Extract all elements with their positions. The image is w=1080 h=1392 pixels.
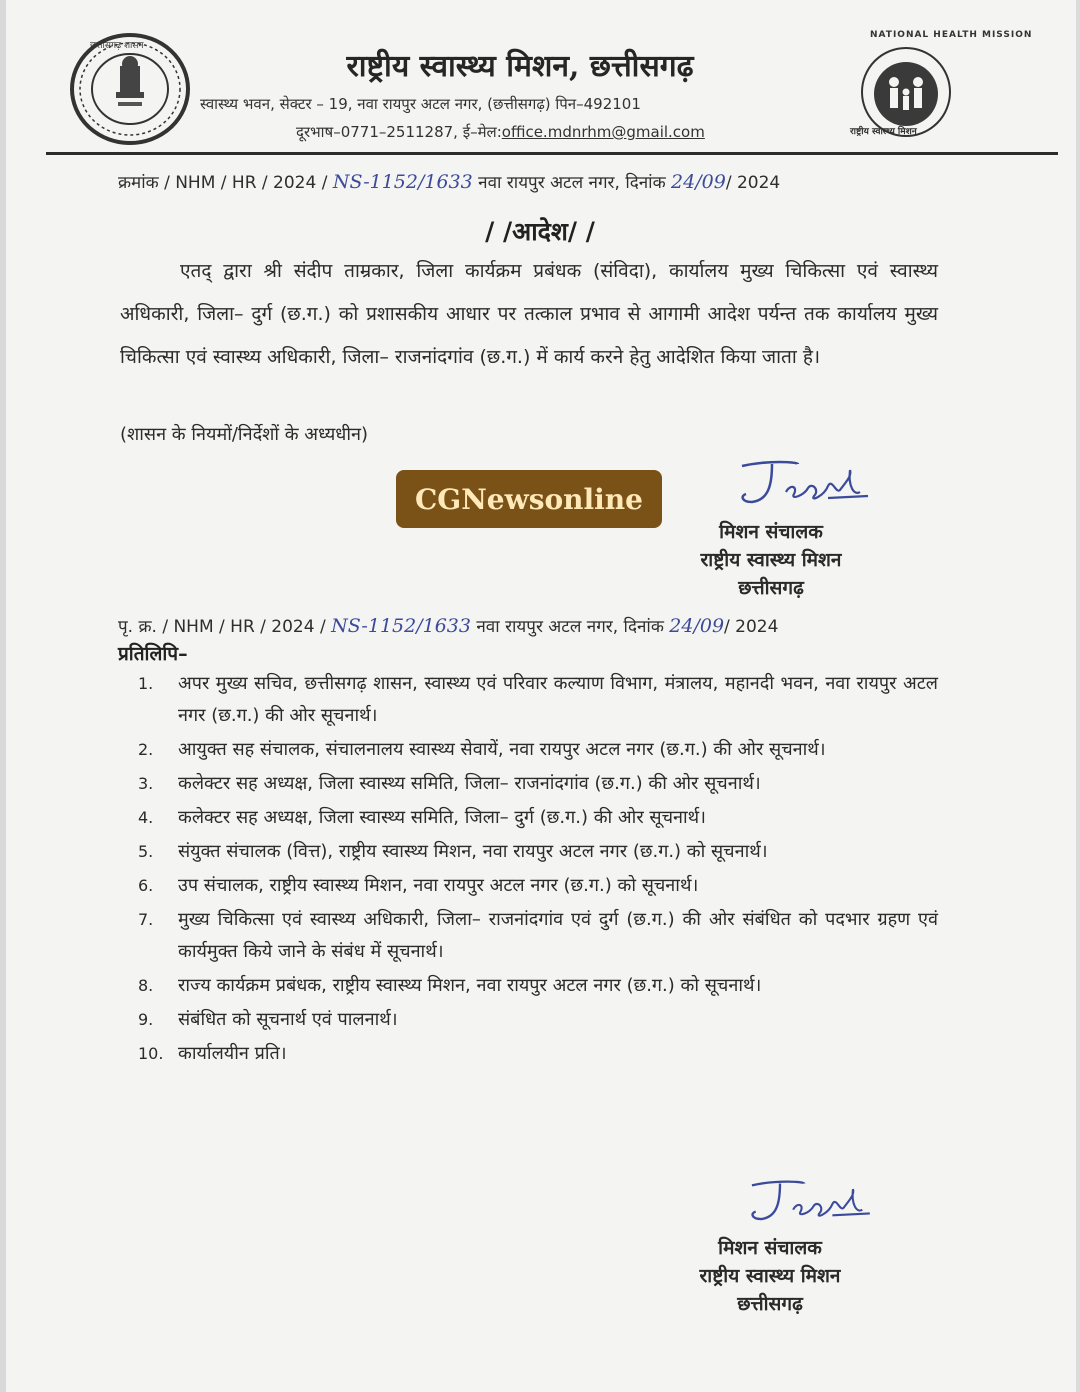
order-reference	[118, 170, 780, 193]
signature-scribble	[728, 456, 878, 518]
signature-org: राष्ट्रीय स्वास्थ्य मिशन	[699, 1265, 841, 1287]
nhm-logo-text: NATIONAL HEALTH MISSION	[870, 30, 1033, 40]
order-ref-prefix: क्रमांक / NHM / HR / 2024 /	[118, 173, 328, 193]
copy-list-heading: प्रतिलिपि–	[118, 643, 188, 665]
copy-ref-prefix: पृ. क्र. / NHM / HR / 2024 /	[118, 617, 326, 637]
signature-block-bottom	[672, 1176, 868, 1318]
signature-block-top	[676, 456, 866, 602]
phone-text: दूरभाष–0771–2511287, ई–मेल:	[296, 123, 502, 141]
signature-state: छत्तीसगढ़	[737, 1293, 803, 1315]
list-item: 6. उप संचालक, राष्ट्रीय स्वास्थ्य मिशन, नवा रायपुर अटल नगर (छ.ग.) को सूचनार्थ।	[138, 875, 699, 896]
copy-ref-place: नवा रायपुर अटल नगर, दिनांक	[476, 617, 664, 637]
nhm-logo-hindi: राष्ट्रीय स्वास्थ्य मिशन	[850, 127, 917, 137]
letterhead-contact	[296, 122, 796, 142]
order-note: (शासन के नियमों/निर्देशों के अध्यधीन)	[120, 424, 369, 445]
list-item: 2. आयुक्त सह संचालक, संचालनालय स्वास्थ्य सेवायें, नवा रायपुर अटल नगर (छ.ग.) की ओर सूचनार्थ।	[138, 739, 826, 760]
list-item: 10. कार्यालयीन प्रति।	[138, 1043, 287, 1064]
order-ref-number: NS-1152/1633	[332, 171, 473, 193]
signature-state: छत्तीसगढ़	[738, 577, 804, 599]
list-item: 5. संयुक्त संचालक (वित्त), राष्ट्रीय स्वास्थ्य मिशन, नवा रायपुर अटल नगर (छ.ग.) को सूचनार्थ।	[138, 841, 768, 862]
copy-list	[138, 668, 938, 1072]
copy-ref-year: / 2024	[724, 617, 779, 637]
email-link[interactable]: office.mdnrhm@gmail.com	[501, 123, 705, 141]
signature-title: मिशन संचालक	[718, 1237, 822, 1259]
list-item: 3. कलेक्टर सह अध्यक्ष, जिला स्वास्थ्य समिति, जिला– राजनांदगांव (छ.ग.) की ओर सूचनार्थ।	[138, 773, 761, 794]
seal-caption: छत्तीसगढ़ शासन	[90, 41, 144, 51]
letterhead-address: स्वास्थ्य भवन, सेक्टर – 19, नवा रायपुर अटल नगर, (छत्तीसगढ़) पिन–492101	[200, 95, 641, 113]
signature-scribble	[734, 1176, 884, 1234]
order-heading: / /आदेश/ /	[485, 217, 595, 246]
list-item: 1. अपर मुख्य सचिव, छत्तीसगढ़ शासन, स्वास्थ्य एवं परिवार कल्याण विभाग, मंत्रालय, महानदी भवन, नवा रायपुर अटल नगर (छ.ग.) की ओर सूचनार्थ।	[138, 673, 938, 726]
order-ref-date: 24/09	[671, 171, 726, 193]
copy-reference	[118, 614, 778, 637]
copy-ref-date: 24/09	[669, 615, 725, 637]
list-item: 8. राज्य कार्यक्रम प्रबंधक, राष्ट्रीय स्वास्थ्य मिशन, नवा रायपुर अटल नगर (छ.ग.) को सूचनार्थ।	[138, 975, 762, 996]
order-ref-place: नवा रायपुर अटल नगर, दिनांक	[478, 173, 666, 193]
header-divider	[46, 152, 1058, 155]
signature-title: मिशन संचालक	[719, 521, 823, 543]
letterhead-title: राष्ट्रीय स्वास्थ्य मिशन, छत्तीसगढ़	[346, 49, 694, 84]
list-item: 7. मुख्य चिकित्सा एवं स्वास्थ्य अधिकारी, जिला– राजनांदगांव एवं दुर्ग (छ.ग.) की ओर संबंधित को पदभार ग्रहण एवं कार्यमुक्त किये जाने के संबंध में सूचनार्थ।	[138, 909, 938, 962]
signature-org: राष्ट्रीय स्वास्थ्य मिशन	[700, 549, 842, 571]
watermark-badge: CGNewsonline	[396, 470, 662, 528]
order-ref-year: / 2024	[725, 173, 781, 193]
order-body: एतद् द्वारा श्री संदीप ताम्रकार, जिला कार्यक्रम प्रबंधक (संविदा), कार्यालय मुख्य चिकित्सा एवं स्वास्थ्य अधिकारी, जिला– दुर्ग (छ.ग.) को प्रशासकीय आधार पर तत्काल प्रभाव से आगामी आदेश पर्यन्त तक कार्यालय मुख्य चिकित्सा एवं स्वास्थ्य अधिकारी, जिला– राजनांदगांव (छ.ग.) में कार्य करने हेतु आदेशित किया जाता है।	[120, 260, 938, 368]
list-item: 9. संबंधित को सूचनार्थ एवं पालनार्थ।	[138, 1009, 398, 1030]
list-item: 4. कलेक्टर सह अध्यक्ष, जिला स्वास्थ्य समिति, जिला– दुर्ग (छ.ग.) की ओर सूचनार्थ।	[138, 807, 706, 828]
copy-ref-number: NS-1152/1633	[331, 615, 471, 637]
